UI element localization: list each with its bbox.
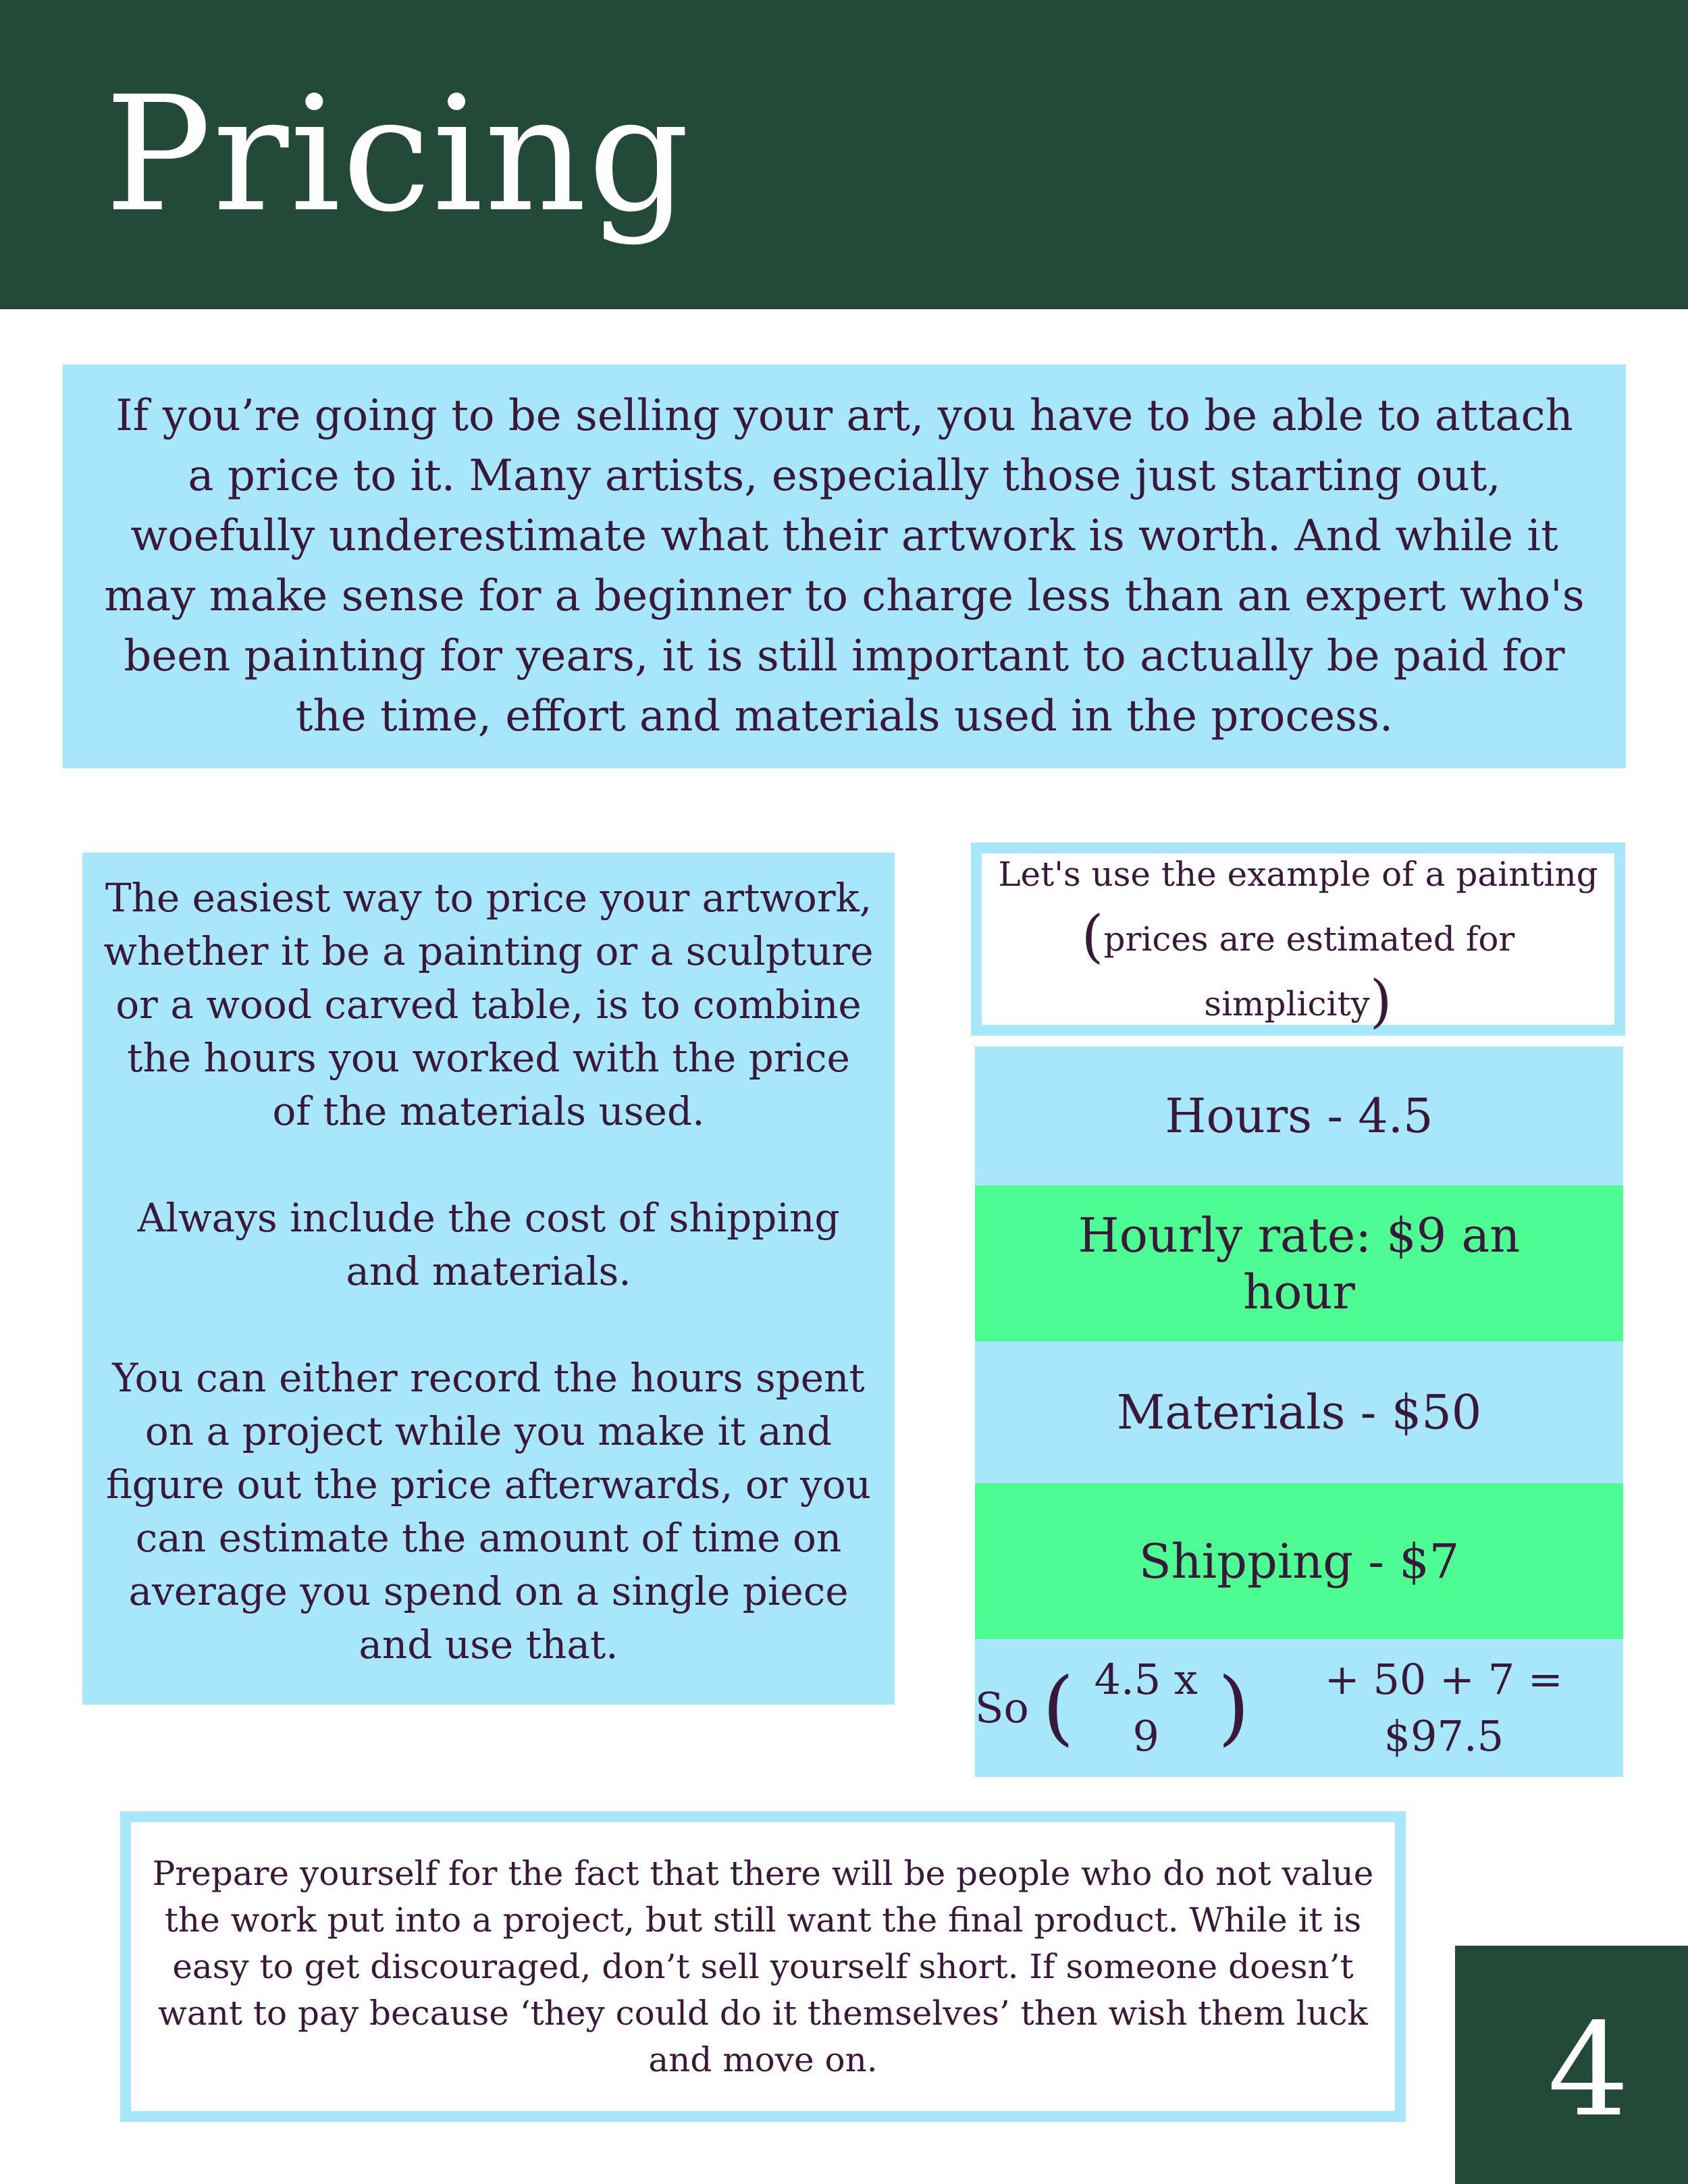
howto-paragraph: You can either record the hours spent on a project while you make it and figure out the price afterwards, or you can estimate the amount of time on average you spend on a single piece and use that. — [106, 1355, 871, 1668]
paren-open: ( — [1081, 903, 1104, 969]
cost-row-total — [975, 1639, 1623, 1777]
example-line: Let's use the example of a painting — [998, 855, 1598, 894]
equation-inner: 4.5 x 9 — [1094, 1655, 1198, 1761]
closing-text: Prepare yourself for the fact that there will be people who do not value the work put into a project, but still want the final product. While it is easy to get discouraged, don’t sell yourself short. If someone doesn’t want to pay because ‘they could do it themselves’ then wish them luck and move on. — [152, 1853, 1374, 2079]
howto-paragraph: The easiest way to price your artwork, whether it be a painting or a sculpture or a wood carved table, is to combine the hours you worked with the price of the materials used. — [103, 875, 874, 1134]
cost-row-shipping — [975, 1483, 1623, 1639]
cost-row-materials — [975, 1341, 1623, 1483]
example-box — [971, 843, 1625, 1036]
equation-rest: + 50 + 7 = $97.5 — [1324, 1655, 1563, 1761]
cost-row-hours — [975, 1046, 1623, 1186]
example-note-text: prices are estimated for simplicity — [1103, 920, 1515, 1023]
cost-row-label: Hours - 4.5 — [1165, 1088, 1433, 1144]
example-note — [988, 903, 1608, 1036]
equation-paren-close: ) — [1217, 1661, 1250, 1755]
cost-row-label: Materials - $50 — [1116, 1385, 1482, 1440]
equation-prefix: So — [975, 1683, 1029, 1732]
intro-box — [63, 365, 1626, 768]
equation-paren-open: ( — [1042, 1661, 1074, 1755]
howto-box — [82, 853, 895, 1705]
cost-row-label: Shipping - $7 — [1138, 1533, 1460, 1589]
cost-breakdown — [975, 1046, 1623, 1777]
intro-text: If you’re going to be selling your art, you have to be able to attach a price to it. Many artists, especially those just starting out, woefully underestimate what their artwork is worth. And while it may make sense for a beginner to charge less than an expert who's been painting for years, it is still important to actually be paid for the time, effort and materials used in the process. — [104, 391, 1585, 741]
page-title: Pricing — [105, 63, 691, 247]
page-number: 4 — [1548, 1996, 1629, 2145]
page-number-box — [1455, 1946, 1688, 2184]
paren-close: ) — [1369, 968, 1392, 1034]
closing-box — [120, 1811, 1406, 2122]
header-banner — [0, 0, 1688, 309]
howto-paragraph: Always include the cost of shipping and materials. — [137, 1195, 840, 1294]
cost-row-hourly-rate — [975, 1186, 1623, 1341]
cost-row-label: Hourly rate: $9 an hour — [1078, 1207, 1521, 1320]
